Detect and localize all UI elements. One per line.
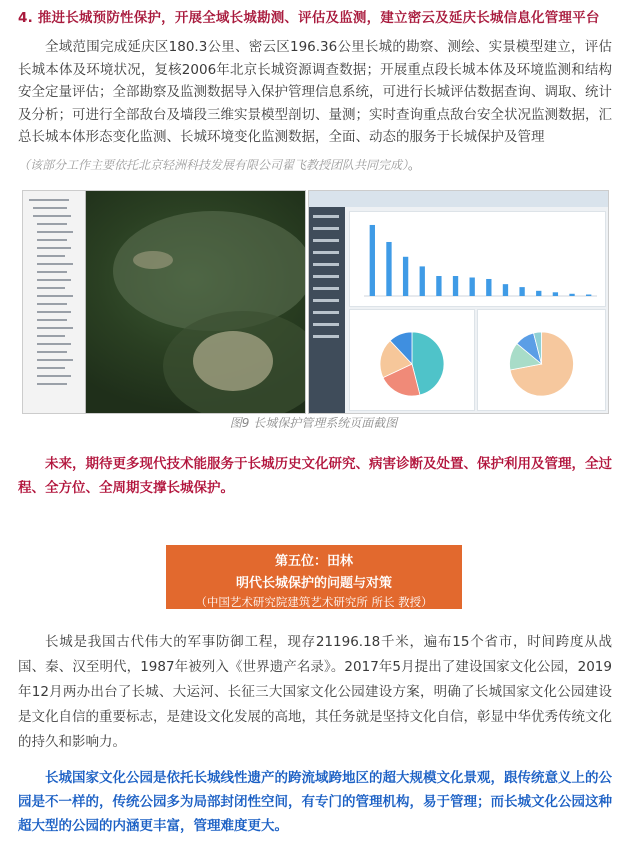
outlook-paragraph: 未来，期待更多现代技术能服务于长城历史文化研究、病害诊断及处置、保护利用及管理，全过程、全方位、全周期支撑长城保护。: [18, 456, 612, 496]
section-body: 全域范围完成延庆区180.3公里、密云区196.36公里长城的勘察、测绘、实景模型建立，评估长城本体及环境状况，复核2006年北京长城资源调查数据；开展重点段长城本体及环境监测和结构安全定量评估；全部勘察及监测数据导入保护管理信息系统，可进行长城评估数据查询、调取、统计及分析；可进行全部敌台及墙段三维实景模型剖切、量测；实时查询重点敌台安全状况监测数据，汇总长城本体形态变化监测、长城环境变化监测数据，全面、动态的服务于长城保护及管理: [18, 39, 612, 145]
bar-8: [486, 279, 491, 296]
figure-caption: 图9 长城保护管理系统页面截图: [229, 416, 398, 430]
national-park-paragraph: 长城国家文化公园是依托长城线性遗产的跨流域跨地区的超大规模文化景观，跟传统意义上的公园是不一样的，传统公园多为局部封闭性空间，有专门的管理机构，易于管理；而长城文化公园这种超大型的公园的内涵更丰富，管理难度更大。: [18, 770, 612, 834]
speaker-name: 第五位：田林: [274, 554, 353, 569]
bar-9: [503, 284, 508, 296]
credit-note-text: （该部分工作主要依托北京轻洲科技发展有限公司翟飞教授团队共同完成）: [18, 158, 409, 172]
credit-note-period: 。: [408, 158, 421, 172]
bar-chart: [350, 212, 605, 306]
section-heading: 4. 推进长城预防性保护，开展全域长城勘测、评估及监测，建立密云及延庆长城信息化管理平台: [18, 10, 600, 26]
bar-4: [420, 266, 425, 296]
bar-7: [470, 278, 475, 297]
bar-10: [519, 287, 524, 296]
bar-1: [370, 225, 375, 296]
layer-tree-panel[interactable]: [23, 191, 86, 413]
bar-11: [536, 291, 541, 296]
pie-chart-panel-left: [349, 309, 475, 411]
credit-note: [18, 156, 618, 173]
speaker-affiliation: （中国艺术研究院建筑艺术研究所 所长 教授）: [195, 595, 433, 609]
bar-14: [586, 295, 591, 296]
bare-slope: [193, 331, 273, 391]
pie-chart-panel-right: [477, 309, 606, 411]
terrain-shade: [113, 211, 306, 331]
bar-5: [436, 276, 441, 296]
speaker-banner: [166, 545, 462, 609]
bar-12: [553, 292, 558, 296]
pie-chart-right: [478, 310, 605, 410]
system-screenshot-figure: [22, 190, 607, 412]
dashboard-sidebar[interactable]: [309, 207, 345, 413]
bar-chart-panel: [349, 211, 606, 307]
bar-3: [403, 257, 408, 296]
pie-chart-left: [350, 310, 474, 410]
great-wall-intro-paragraph: 长城是我国古代伟大的军事防御工程，现存21196.18千米，遍布15个省市，时间跨度从战国、秦、汉至明代，1987年被列入《世界遗产名录》。2017年5月提出了建设国家文化公园，2019年12月两办出台了长城、大运河、长征三大国家文化公园建设方案，明确了长城国家文化公园建设是文化自信的重要标志，是建设文化发展的高地，其任务就是坚持文化自信，彰显中华优秀传统文化的持久和影响力。: [18, 634, 612, 750]
statistics-dashboard: [308, 190, 609, 414]
talk-title: 明代长城保护的问题与对策: [235, 576, 392, 591]
gis-map-view: [22, 190, 306, 414]
bar-2: [386, 242, 391, 296]
bar-6: [453, 276, 458, 296]
bare-slope: [133, 251, 173, 269]
bar-13: [569, 294, 574, 296]
dashboard-header: [309, 191, 608, 207]
